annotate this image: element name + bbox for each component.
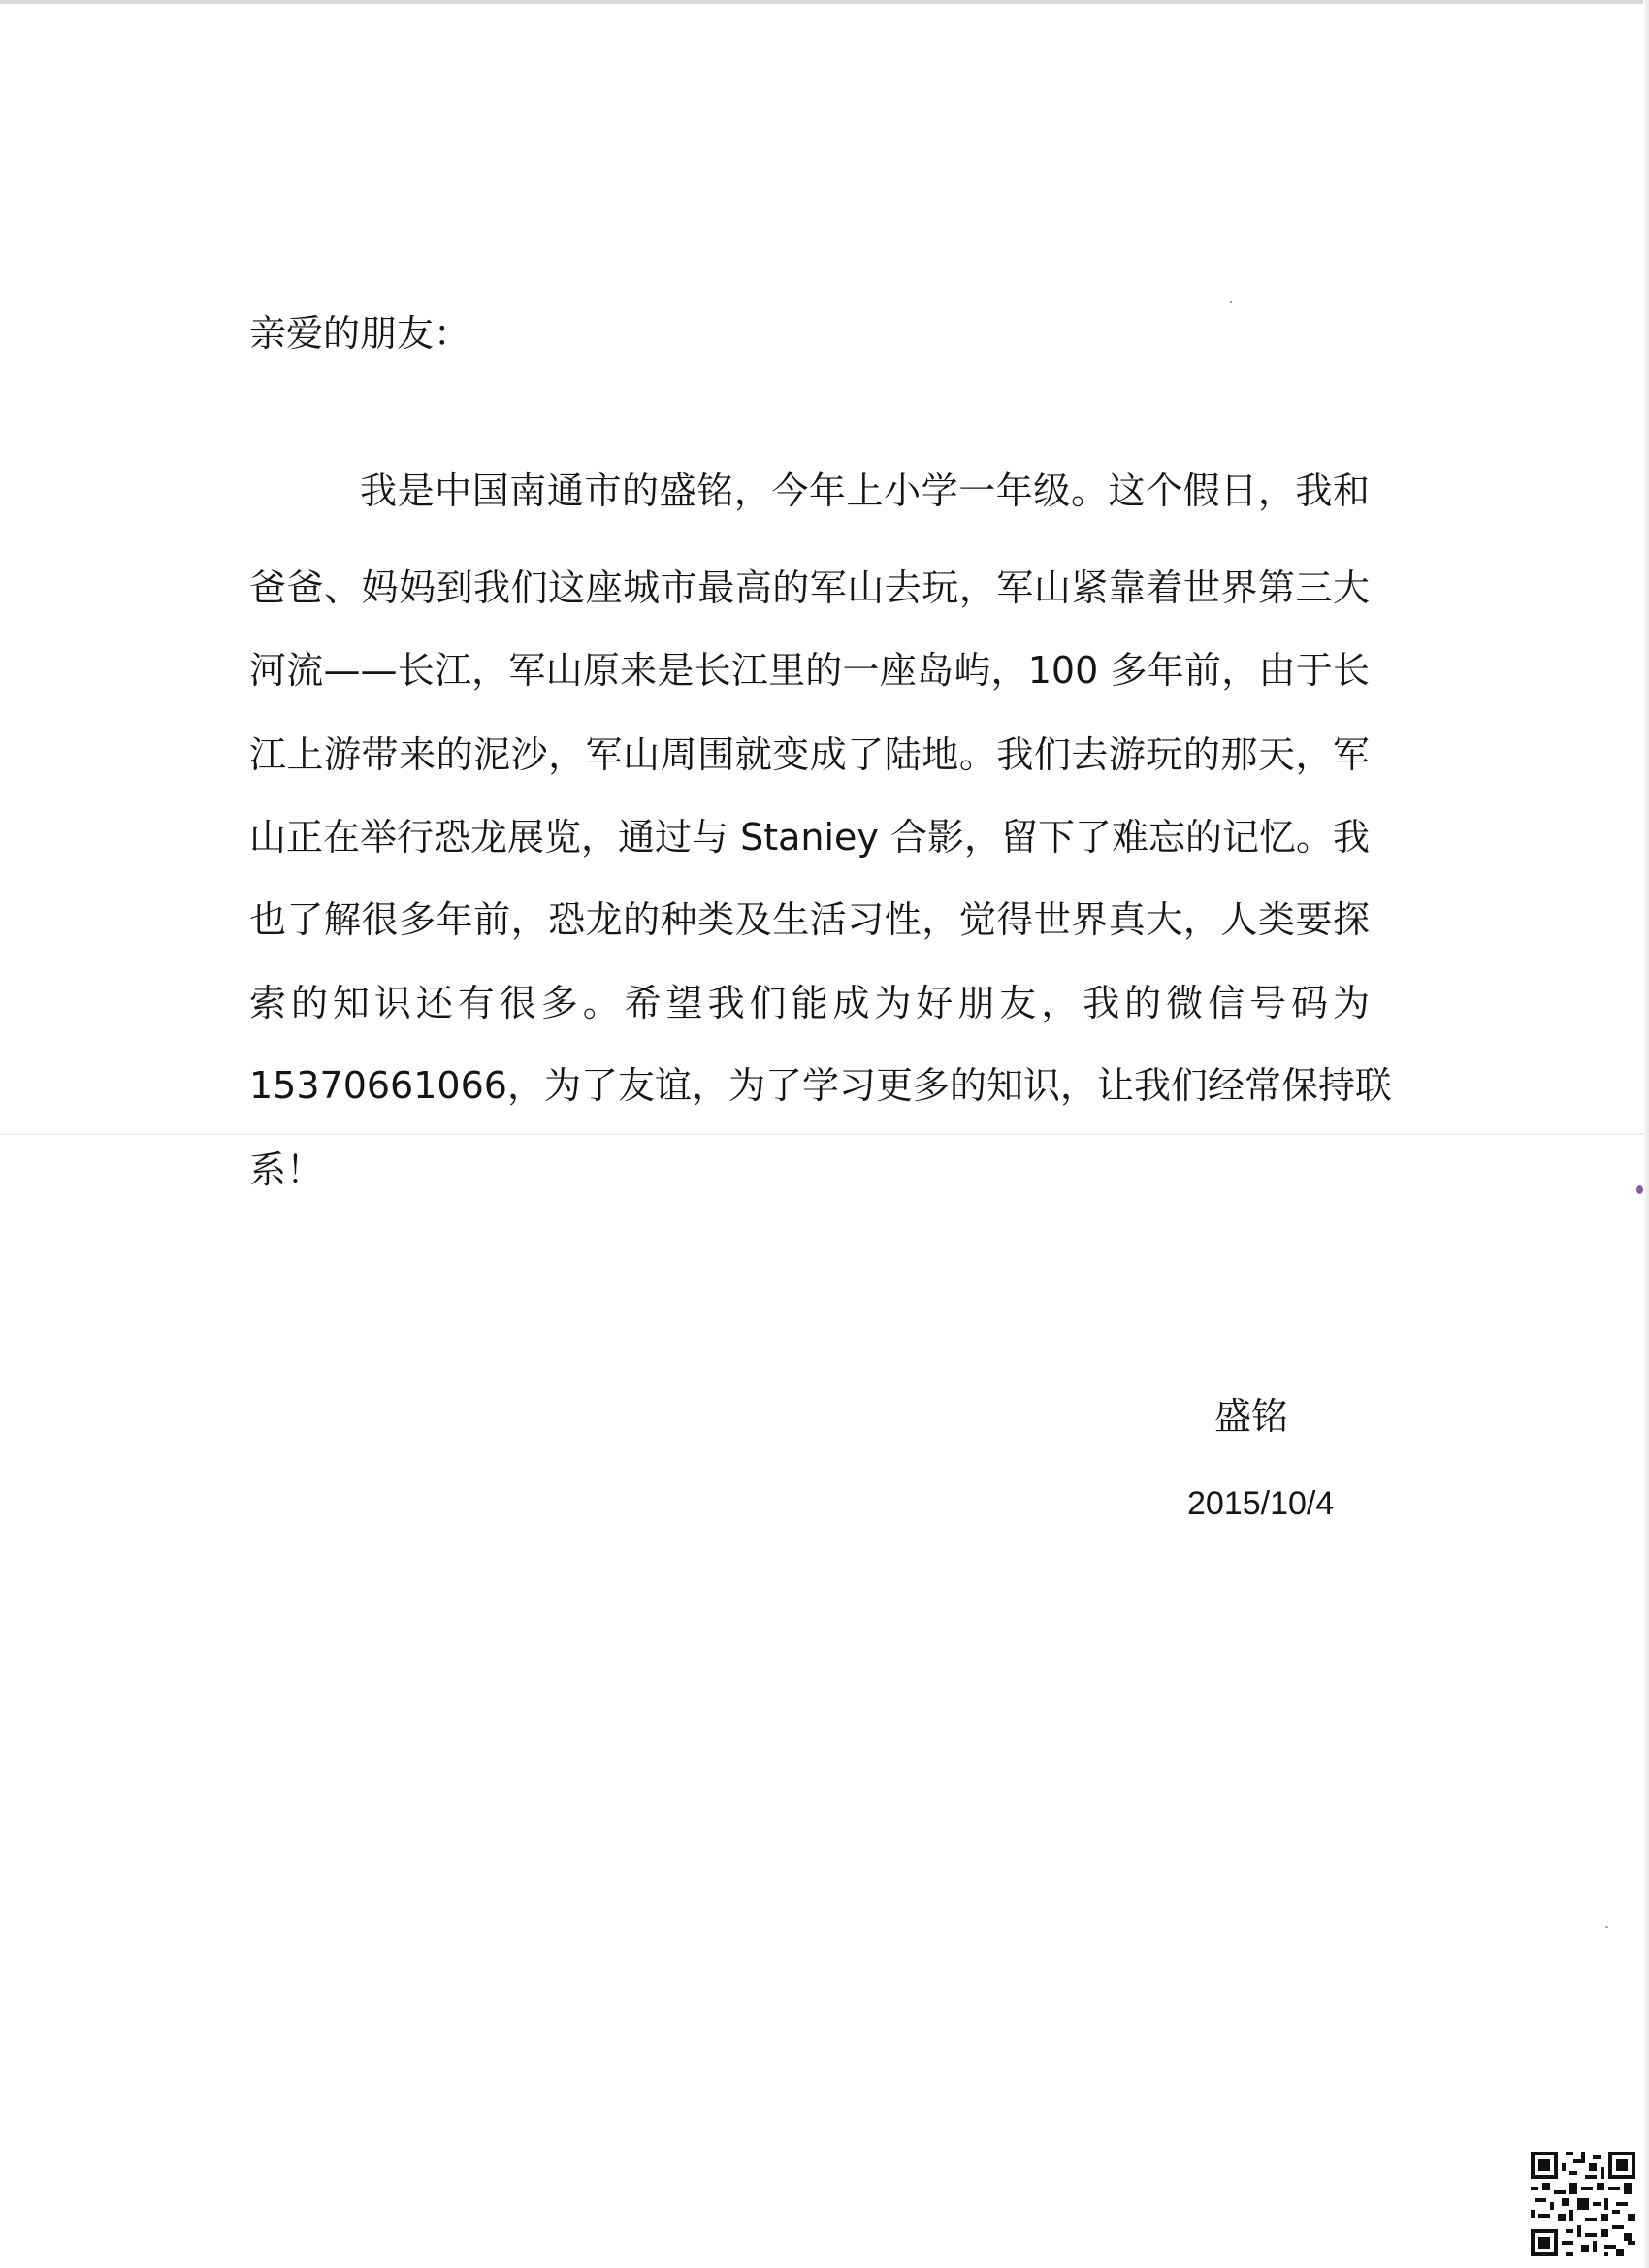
paper-fold-line (0, 1133, 1649, 1135)
qr-code-icon (1531, 2152, 1635, 2256)
letter-signer: 盛铭 (1214, 1395, 1289, 1438)
letter-body-line: 索的知识还有很多。希望我们能成为好朋友，我的微信号码为 (249, 982, 1370, 1024)
dust-speck (1230, 301, 1232, 303)
letter-greeting: 亲爱的朋友： (249, 312, 471, 355)
letter-body-line: 系！ (249, 1149, 324, 1191)
letter-body-line: 15370661066，为了友谊，为了学习更多的知识，让我们经常保持联 (249, 1064, 1392, 1107)
ink-speck (1605, 1926, 1608, 1928)
letter-body-line: 也了解很多年前，恐龙的种类及生活习性，觉得世界真大，人类要探 (249, 898, 1370, 941)
letter-body-line: 江上游带来的泥沙，军山周围就变成了陆地。我们去游玩的那天，军 (249, 733, 1370, 776)
ink-speck (1636, 1185, 1643, 1194)
letter-body-line: 爸爸、妈妈到我们这座城市最高的军山去玩，军山紧靠着世界第三大 (249, 567, 1370, 609)
letter-body-line: 河流——长江，军山原来是长江里的一座岛屿，100 多年前，由于长 (249, 649, 1370, 692)
letter-body-line: 我是中国南通市的盛铭，今年上小学一年级。这个假日，我和 (360, 470, 1370, 512)
scan-edge-top (0, 0, 1649, 4)
letter-date: 2015/10/4 (1187, 1485, 1335, 1522)
letter-body-line: 山正在举行恐龙展览，通过与 Staniey 合影，留下了难忘的记忆。我 (249, 816, 1370, 859)
